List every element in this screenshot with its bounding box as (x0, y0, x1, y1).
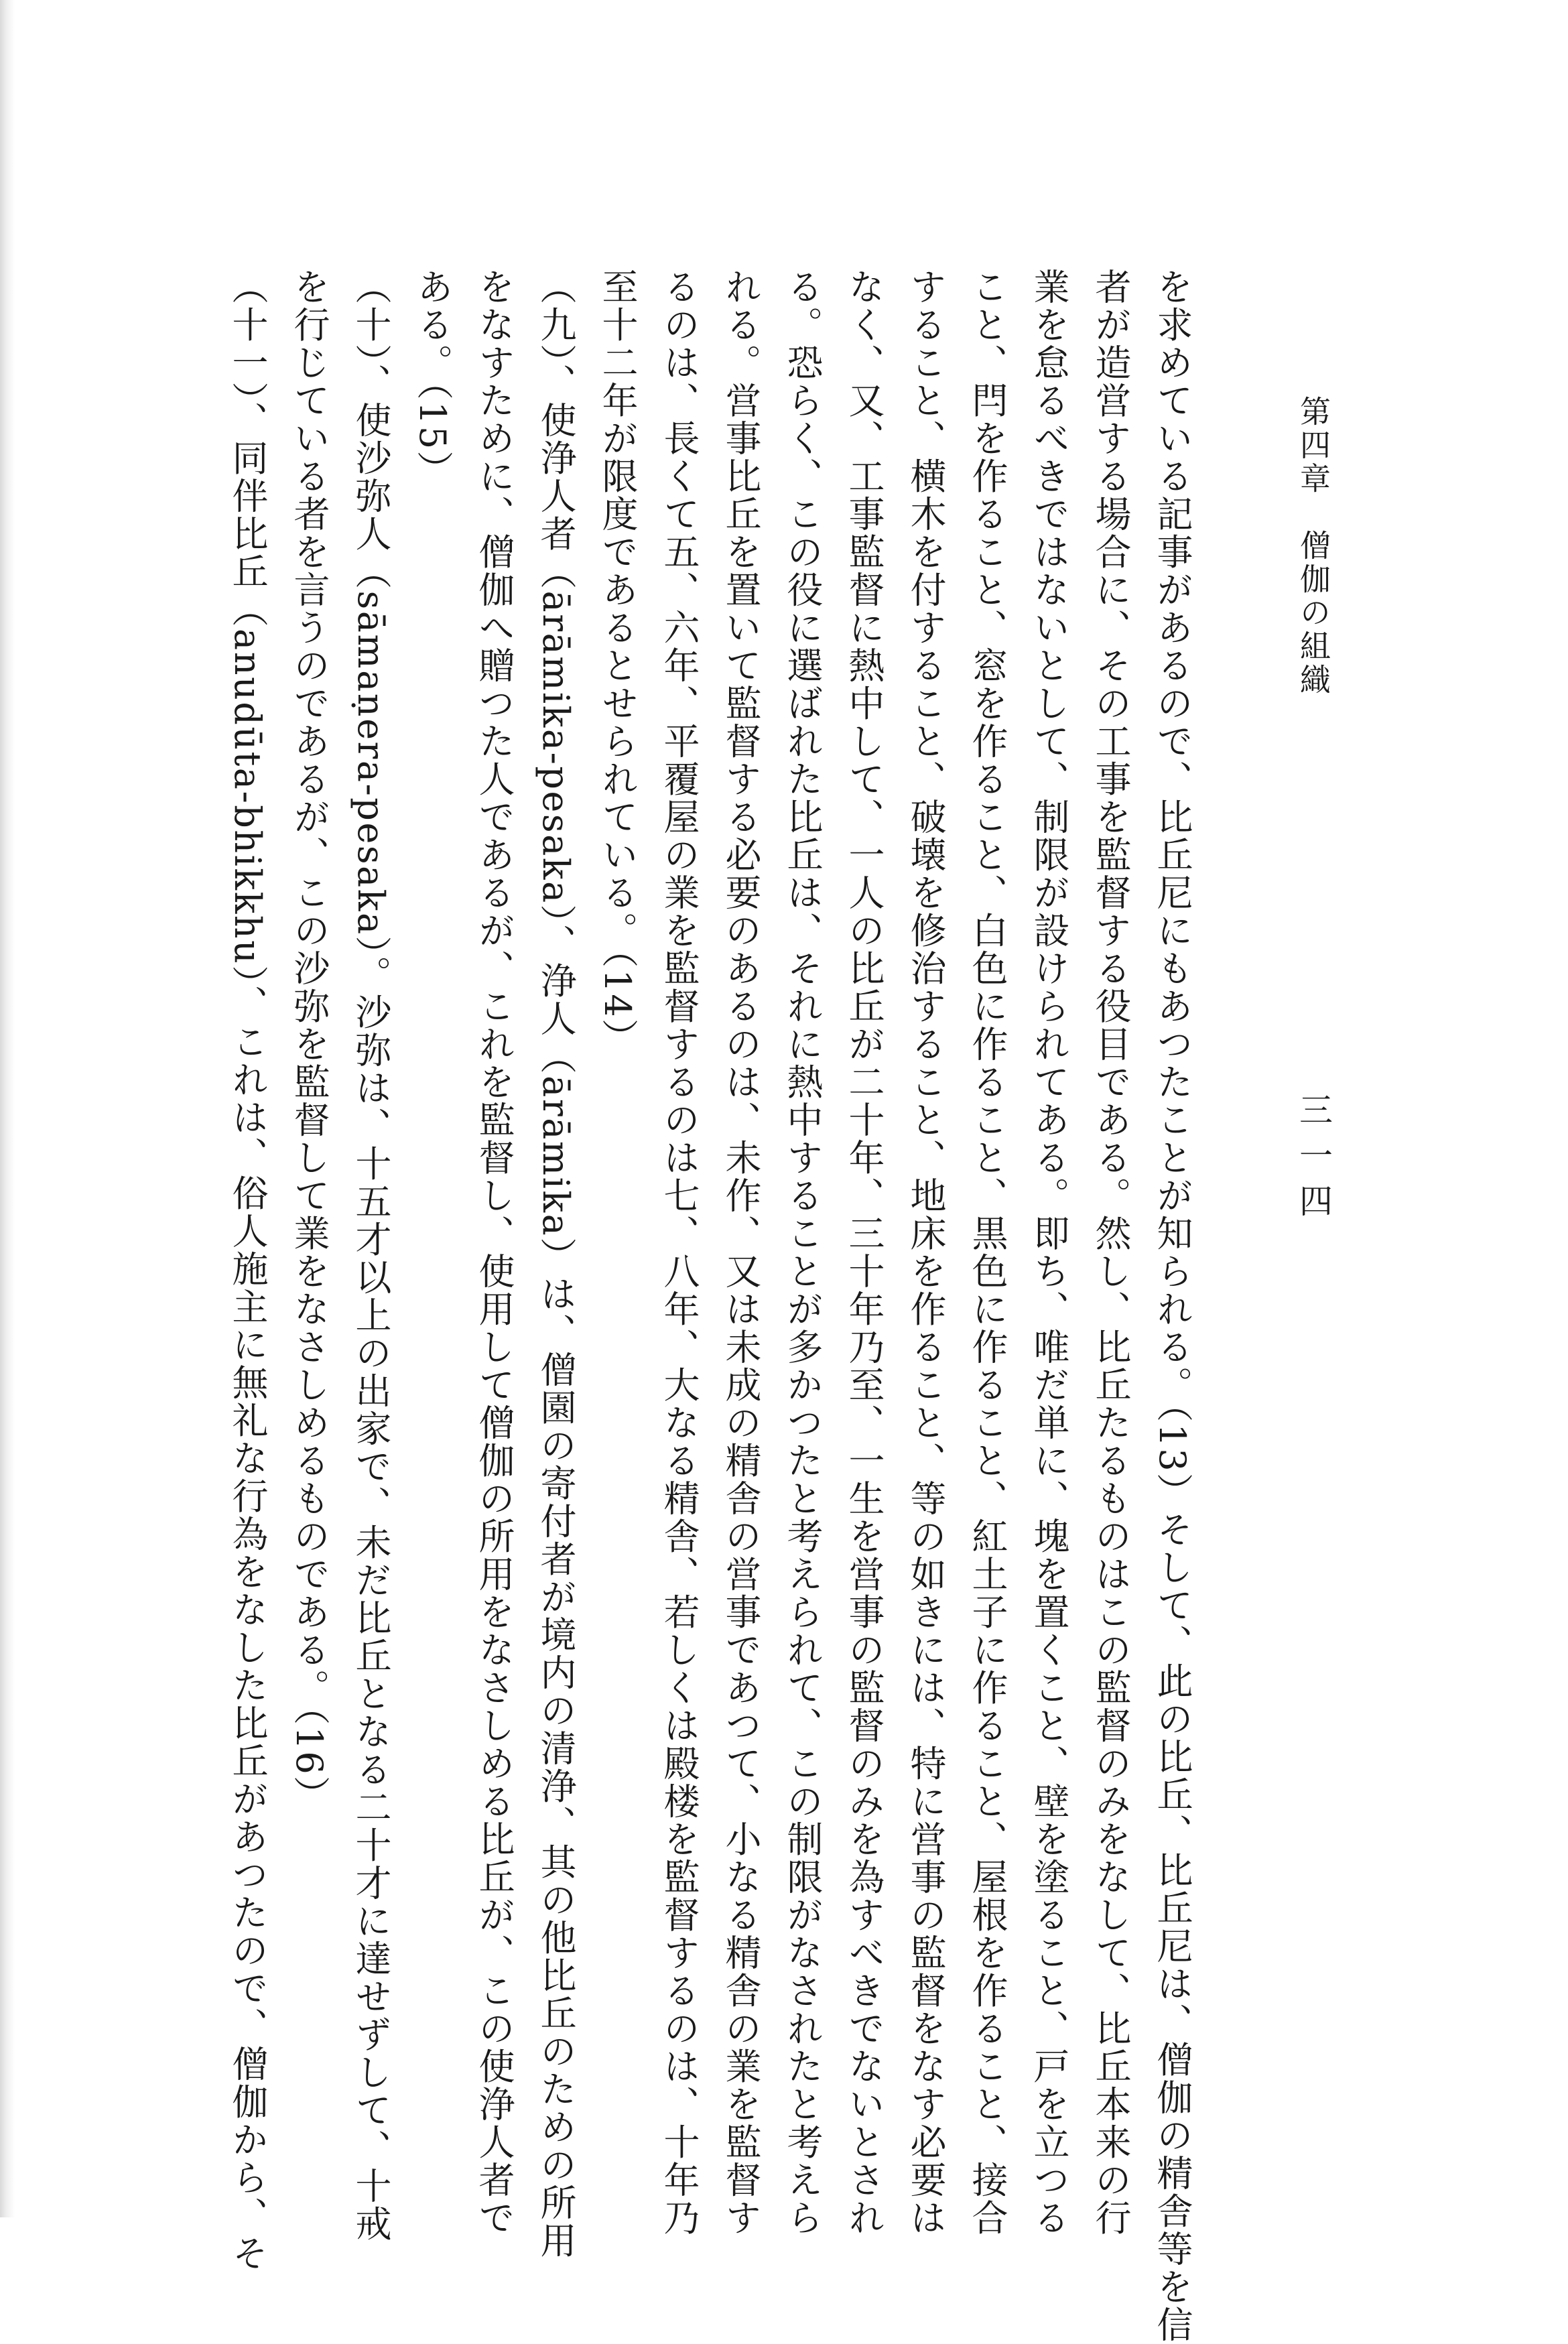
vertical-body-text (216, 268, 1203, 2344)
text-line: 者が造営する場合に、その工事を監督する役目である。然し、比丘たるものはこの監督のみをなして、比丘本来の行 (1090, 268, 1132, 2237)
text-line: なく、又、工事監督に熱中して、一人の比丘が二十年、三十年乃至、一生を営事の監督のみを為すべきでないとされ (843, 268, 885, 2237)
text-line: （九）、使浄人者（ārāmika-pesaka）、浄人（ārāmika）は、僧園の寄付者が境内の清浄、其の他比丘のための所用 (535, 268, 577, 2260)
scan-edge-shadow (0, 0, 15, 2217)
text-line: （十一）、同伴比丘（anudūta-bhikkhu）、これは、俗人施主に無礼な行為をなした比丘があつたので、僧伽から、そ (226, 268, 269, 2272)
text-line: すること、横木を付すること、破壊を修治すること、地床を作ること、等の如きには、特に営事の監督をなす必要は (905, 268, 947, 2237)
text-line: 業を怠るべきではないとして、制限が設けられてある。即ち、唯だ単に、塊を置くこと、壁を塗ること、戸を立つる (1028, 268, 1070, 2237)
page-number: 三一四 (1294, 1092, 1333, 1229)
text-line: る。恐らく、この役に選ばれた比丘は、それに熱中することが多かつたと考えられて、この制限がなされたと考えら (781, 268, 824, 2237)
text-line: れる。営事比丘を置いて監督する必要のあるのは、未作、又は未成の精舎の営事であつて、小なる精舎の業を監督す (720, 268, 762, 2237)
text-line: ある。（15） (411, 268, 454, 489)
text-line: をなすために、僧伽へ贈つた人であるが、これを監督し、使用して僧伽の所用をなさしめる比丘が、この使浄人者で (473, 268, 515, 2237)
running-title: 第四章 僧伽の組織 (1295, 395, 1331, 697)
text-line: （十）、使沙弥人（sāmaṇera-pesaka）。沙弥は、十五才以上の出家で、未だ比丘となる二十才に達せずして、十戒 (350, 268, 392, 2243)
text-line: るのは、長くて五、六年、平覆屋の業を監督するのは七、八年、大なる精舎、若しくは殿楼を監督するのは、十年乃 (658, 268, 700, 2237)
text-line: を行じている者を言うのであるが、この沙弥を監督して業をなさしめるものである。（16） (288, 268, 330, 1814)
text-line: 至十二年が限度であるとせられている。（14） (596, 268, 639, 1057)
text-line: こと、閂を作ること、窓を作ること、白色に作ること、黒色に作ること、紅土子に作ること、屋根を作ること、接合 (966, 268, 1008, 2237)
text-line: を求めている記事があるので、比丘尼にもあつたことが知られる。（13）そして、此の比丘、比丘尼は、僧伽の精舎等を信 (1151, 268, 1193, 2344)
